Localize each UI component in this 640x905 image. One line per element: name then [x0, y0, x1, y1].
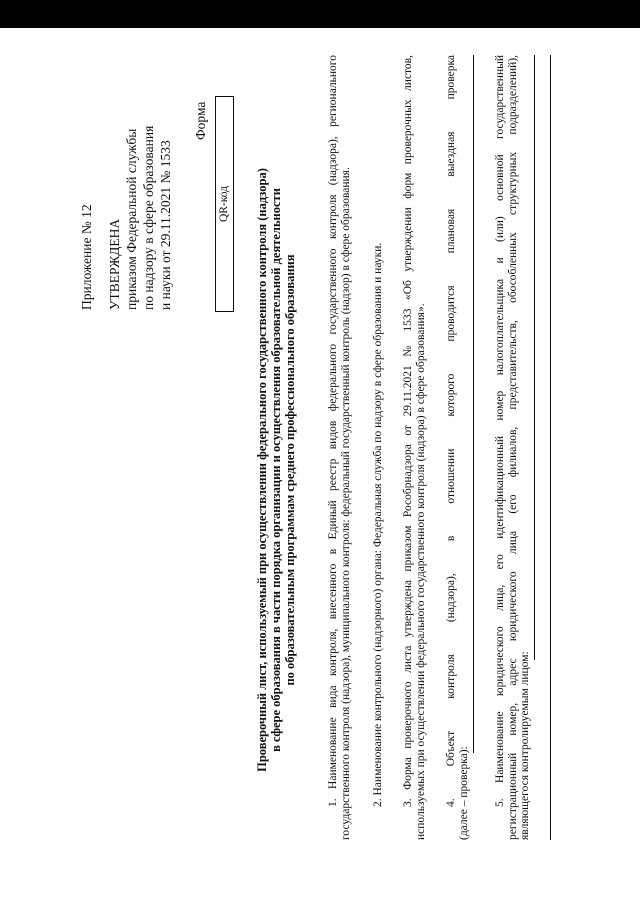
scanner-top-border — [0, 0, 640, 28]
item-4-line-1: 4. Объект контроля (надзора), в отношении которого проводится плановая выездная проверка — [445, 55, 457, 807]
document-page — [0, 28, 640, 905]
item-1 — [327, 55, 352, 840]
qr-code-box — [215, 96, 234, 312]
item-5 — [494, 55, 532, 840]
item-1-line-1: 1. Наименование вида контроля, внесенного в Единый реестр видов федерального государственного контроля (надзора), регионального — [327, 55, 339, 807]
item-4-line-2: (далее – проверка): — [457, 746, 470, 840]
form-label: Форма — [193, 101, 208, 140]
qr-code-label: QR-код — [218, 185, 230, 223]
title-line: в сфере образования в части порядка организации и осуществления образовательной деятельности — [269, 188, 283, 752]
appendix-number: Приложение № 12 — [79, 204, 94, 310]
approved-line: приказом Федеральной службы — [124, 128, 139, 310]
item-5-line-2: регистрационный номер, адрес юридического лица (его филиалов, представительств, обособленных структурных подразделений), — [506, 55, 519, 840]
item-1-line-2: государственного контроля (надзора), муниципального контроля: федеральный государственный контроль (надзор) в сфере образования. — [339, 167, 352, 840]
approved-line: и науки от 29.11.2021 № 1533 — [158, 140, 173, 310]
document-title — [255, 130, 297, 810]
item-4 — [445, 55, 470, 840]
item-3 — [402, 55, 427, 840]
item-5-line-1: 5. Наименование юридического лица, его идентификационный номер налогоплательщика и (или) основной государственный — [494, 55, 506, 807]
item-2 — [372, 243, 385, 807]
item-5-blank-line — [550, 55, 551, 840]
item-3-line-2: используемых при осуществлении федерального государственного контроля (надзора) в сфере образования». — [414, 303, 427, 840]
title-line: Проверочный лист, используемый при осуществлении федерального государственного контроля (надзора) — [255, 168, 269, 772]
item-2-line-1: 2. Наименование контрольного (надзорного) органа: Федеральная служба по надзору в сфере образования и науки. — [372, 242, 384, 807]
item-4-fill-line — [473, 55, 474, 753]
item-5-fill-line — [534, 55, 535, 660]
item-3-line-1: 3. Форма проверочного листа утверждена приказом Рособрнадзора от 29.11.2021 № 1533 «Об утверждении форм проверочных листов, — [402, 55, 414, 807]
rotated-page-content — [0, 28, 640, 905]
approved-line: по надзору в сфере образования — [141, 125, 156, 310]
approved-heading: УТВЕРЖДЕНА — [107, 218, 122, 310]
item-5-line-3: являющегося контролируемым лицом: — [519, 651, 531, 840]
approval-block — [106, 126, 174, 310]
title-line: по образовательным программам среднего профессионального образования — [283, 254, 297, 686]
